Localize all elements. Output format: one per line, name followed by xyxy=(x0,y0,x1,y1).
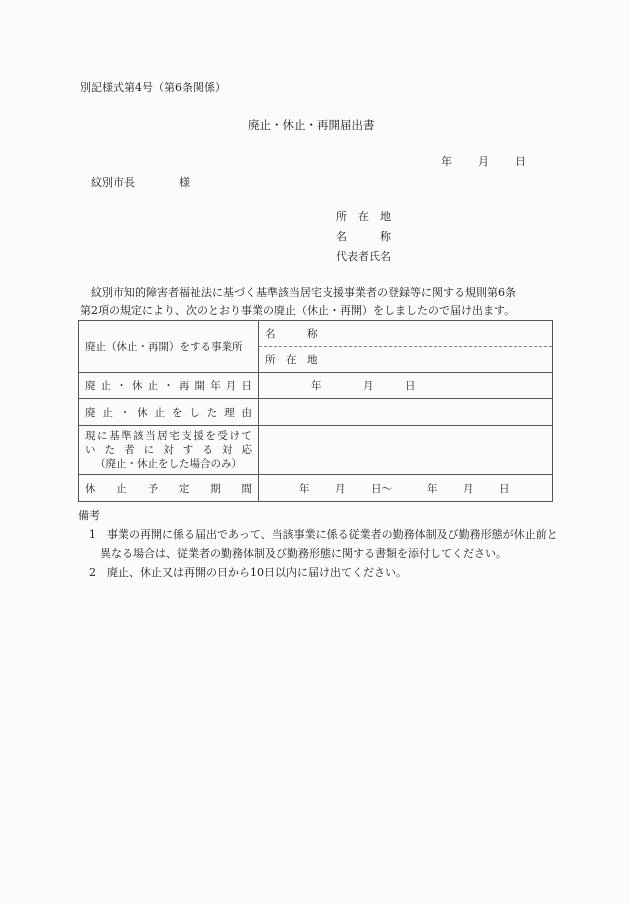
period-to-day: 日 xyxy=(499,482,510,495)
period-to-month: 月 xyxy=(463,482,474,495)
date-day-label: 日 xyxy=(515,155,526,168)
addressee-honorific: 様 xyxy=(179,176,190,189)
period-value-cell[interactable] xyxy=(259,475,553,502)
period-from-month: 月 xyxy=(335,482,346,495)
applicant-address-label: 所 在 地 xyxy=(336,210,391,223)
addressee xyxy=(91,176,190,190)
office-address-cell[interactable] xyxy=(259,347,553,373)
date-month: 月 xyxy=(363,380,374,392)
reason-value-cell[interactable] xyxy=(259,399,553,426)
response-label-line-2: いた者に対する対応 xyxy=(85,444,252,456)
date-value-cell[interactable] xyxy=(259,373,553,399)
body-text xyxy=(80,284,555,320)
submission-date xyxy=(441,155,526,169)
response-label xyxy=(79,426,259,475)
note-number: 2 xyxy=(89,566,96,579)
notes-heading: 備考 xyxy=(78,509,100,522)
body-text-line-1: 紋別市知的障害者福祉法に基づく基準該当居宅支援事業者の登録等に関する規則第6条 xyxy=(91,286,516,299)
period-from-day: 日～ xyxy=(371,482,392,495)
table-row-office-name xyxy=(79,321,553,347)
date-day: 日 xyxy=(405,380,416,392)
period-from-year: 年 xyxy=(299,482,310,495)
applicant-name-label: 名 称 xyxy=(336,230,391,243)
table-row-date xyxy=(79,373,553,399)
response-label-line-1: 現に基準該当居宅支援を受けて xyxy=(85,430,252,442)
date-label: 廃止・休止・再開年月日 xyxy=(79,373,259,399)
note-text: 事業の再開に係る届出であって、当該事業に係る従業者の勤務体制及び勤務形態が休止前と異なる場合は、従業者の勤務体制及び勤務形態に関する書類を添付してください。 xyxy=(100,528,558,560)
response-value-cell[interactable] xyxy=(259,426,553,475)
notification-table xyxy=(78,320,553,502)
office-address-label: 所 在 地 xyxy=(265,354,318,366)
form-identifier: 別記様式第4号（第6条関係） xyxy=(80,81,226,94)
period-to-year: 年 xyxy=(427,482,438,495)
date-month-label: 月 xyxy=(478,155,489,168)
body-text-line-2: 第2項の規定により、次のとおり事業の廃止（休止・再開）をしましたので届け出ます。 xyxy=(80,304,516,317)
note-number: 1 xyxy=(89,528,96,541)
date-year: 年 xyxy=(311,380,322,392)
office-label: 廃止（休止・再開）をする事業所 xyxy=(79,321,259,373)
office-name-label: 名 称 xyxy=(265,328,318,340)
applicant-representative-label: 代表者氏名 xyxy=(336,250,391,263)
reason-label: 廃止・休止をした理由 xyxy=(79,399,259,426)
note-text: 廃止、休止又は再開の日から10日以内に届け出てください。 xyxy=(107,566,407,579)
note-item xyxy=(78,563,558,582)
notes-section xyxy=(78,506,558,582)
date-year-label: 年 xyxy=(441,155,452,168)
table-row-period xyxy=(79,475,553,502)
office-name-cell[interactable] xyxy=(259,321,553,347)
table-row-reason xyxy=(79,399,553,426)
table-row-response xyxy=(79,426,553,475)
addressee-name: 紋別市長 xyxy=(91,176,135,189)
response-label-line-3: （廃止・休止をした場合のみ） xyxy=(95,458,242,470)
period-label: 休止予定期間 xyxy=(79,475,259,502)
note-item xyxy=(78,525,558,563)
applicant-block xyxy=(336,210,391,270)
document-title: 廃止・休止・再開届出書 xyxy=(248,118,375,132)
